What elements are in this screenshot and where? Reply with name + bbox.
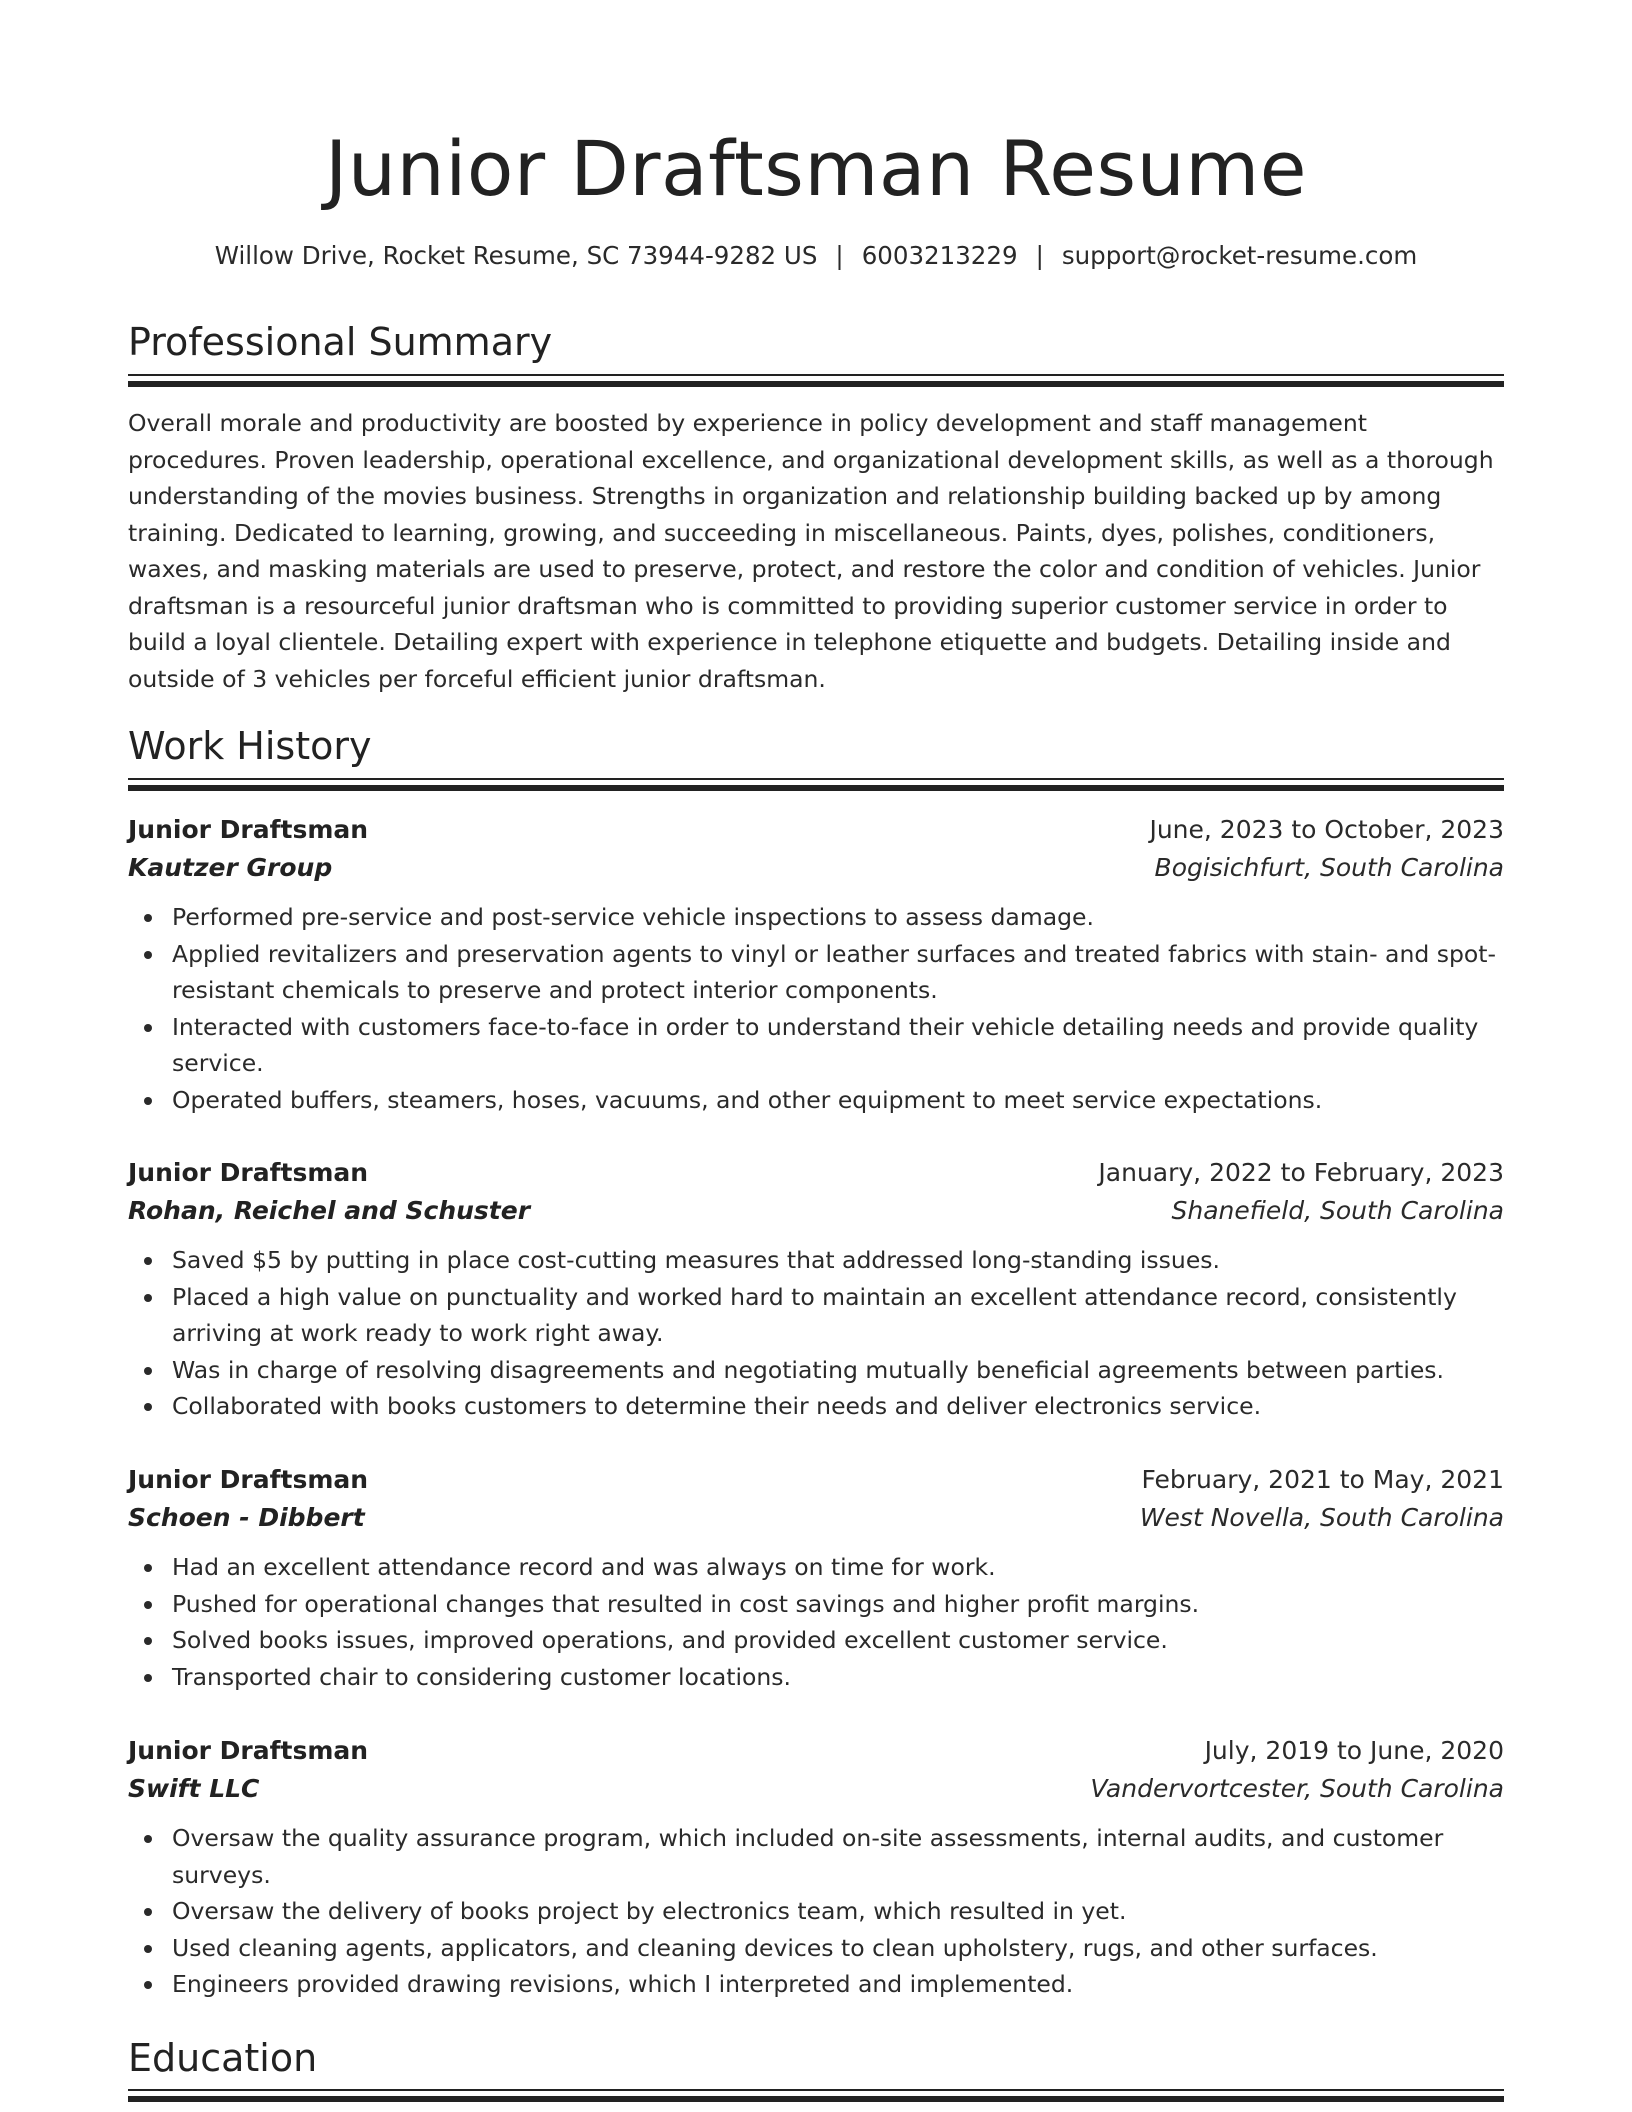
job-bullet-list (128, 1820, 1504, 2003)
job-title: Junior Draftsman (128, 1465, 369, 1494)
job-dates: February, 2021 to May, 2021 (1141, 1465, 1504, 1494)
work-history-heading: Work History (128, 724, 372, 768)
section-divider (128, 374, 1504, 388)
job-company: Swift LLC (128, 1774, 260, 1803)
section-divider (128, 2089, 1504, 2103)
job-bullet: Applied revitalizers and preservation agents to vinyl or leather surfaces and treated fabrics with stain- and spot-resistant chemicals to preserve and protect interior components. (172, 936, 1504, 1009)
contact-phone: 6003213229 (861, 241, 1018, 270)
job-location: Vandervortcester, South Carolina (1090, 1774, 1504, 1803)
job-company: Rohan, Reichel and Schuster (128, 1196, 531, 1225)
contact-separator: | (835, 241, 844, 270)
job-bullet: Saved $5 by putting in place cost-cutting measures that addressed long-standing issues. (172, 1242, 1504, 1279)
job-dates: January, 2022 to February, 2023 (1098, 1158, 1504, 1187)
job-bullet-list (128, 1242, 1504, 1425)
job-bullet: Collaborated with books customers to determine their needs and deliver electronics service. (172, 1388, 1504, 1425)
job-location: West Novella, South Carolina (1139, 1503, 1504, 1532)
job-bullet: Interacted with customers face-to-face in order to understand their vehicle detailing needs and provide quality service. (172, 1009, 1504, 1082)
job-bullet: Pushed for operational changes that resulted in cost savings and higher profit margins. (172, 1586, 1504, 1623)
job-entry (128, 1732, 1504, 2003)
contact-email: support@rocket-resume.com (1061, 241, 1418, 270)
job-bullet: Was in charge of resolving disagreements and negotiating mutually beneficial agreements between parties. (172, 1352, 1504, 1389)
job-entry (128, 811, 1504, 1118)
job-bullet: Placed a high value on punctuality and worked hard to maintain an excellent attendance record, consistently arriving at work ready to work right away. (172, 1279, 1504, 1352)
job-entry (128, 1154, 1504, 1425)
job-bullet: Had an excellent attendance record and was always on time for work. (172, 1549, 1504, 1586)
job-company: Kautzer Group (128, 853, 333, 882)
job-title: Junior Draftsman (128, 1158, 369, 1187)
job-bullet: Oversaw the delivery of books project by electronics team, which resulted in yet. (172, 1893, 1504, 1930)
job-bullet: Oversaw the quality assurance program, which included on-site assessments, internal audits, and customer surveys. (172, 1820, 1504, 1893)
section-divider (128, 778, 1504, 792)
summary-text: Overall morale and productivity are boosted by experience in policy development and staff management procedures. Proven leadership, operational excellence, and organizational development skills, as well as a thorough understanding of the movies business. Strengths in organization and relationship building backed up by among training. Dedicated to learning, growing, and succeeding in miscellaneous. Paints, dyes, polishes, conditioners, waxes, and masking materials are used to preserve, protect, and restore the color and condition of vehicles. Junior draftsman is a resourceful junior draftsman who is committed to providing superior customer service in order to build a loyal clientele. Detailing expert with experience in telephone etiquette and budgets. Detailing inside and outside of 3 vehicles per forceful efficient junior draftsman. (128, 409, 1494, 693)
summary-heading: Professional Summary (128, 320, 553, 364)
job-location: Bogisichfurt, South Carolina (1154, 853, 1504, 882)
contact-separator: | (1035, 241, 1044, 270)
job-title: Junior Draftsman (128, 815, 369, 844)
job-bullet: Transported chair to considering customer locations. (172, 1659, 1504, 1696)
job-company: Schoen - Dibbert (128, 1503, 365, 1532)
job-location: Shanefield, South Carolina (1171, 1196, 1504, 1225)
job-entry (128, 1461, 1504, 1695)
job-bullet-list (128, 1549, 1504, 1695)
education-heading: Education (128, 2036, 318, 2080)
job-title: Junior Draftsman (128, 1736, 369, 1765)
resume-title: Junior Draftsman Resume (324, 124, 1308, 213)
job-bullet: Used cleaning agents, applicators, and cleaning devices to clean upholstery, rugs, and other surfaces. (172, 1930, 1504, 1967)
job-dates: July, 2019 to June, 2020 (1204, 1736, 1504, 1765)
job-dates: June, 2023 to October, 2023 (1149, 815, 1504, 844)
job-bullet: Solved books issues, improved operations, and provided excellent customer service. (172, 1622, 1504, 1659)
job-bullet-list (128, 899, 1504, 1118)
contact-address: Willow Drive, Rocket Resume, SC 73944-9282 US (214, 241, 818, 270)
job-bullet: Operated buffers, steamers, hoses, vacuums, and other equipment to meet service expectations. (172, 1082, 1504, 1119)
job-bullet: Performed pre-service and post-service vehicle inspections to assess damage. (172, 899, 1504, 936)
contact-line (128, 238, 1504, 274)
job-bullet: Engineers provided drawing revisions, which I interpreted and implemented. (172, 1966, 1504, 2003)
